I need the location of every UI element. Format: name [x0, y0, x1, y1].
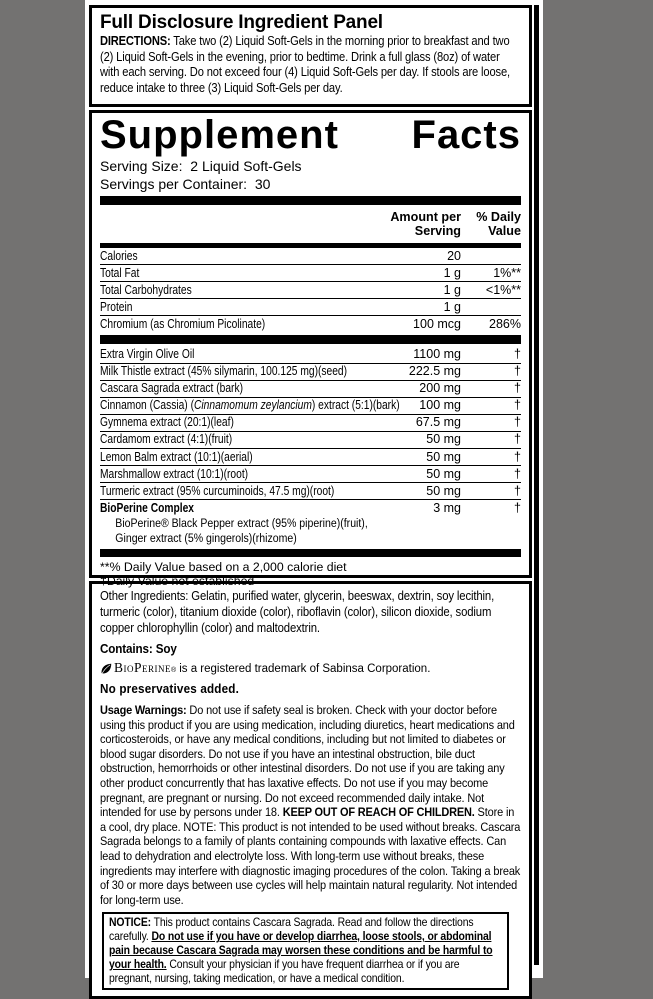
amount-header-line2: Serving [414, 224, 461, 238]
row-amount: 50 mg [426, 432, 461, 447]
other-ingredients-text: Other Ingredients: Gelatin, purified water, glycerin, beeswax, dextrin, soy lecithin, turmeric (color), titanium dioxide (color), riboflavin (color), silicon dioxide, sodium copper chlorophyllin (color) and maltodextrin. [100, 588, 495, 635]
row-amount: 50 mg [426, 466, 461, 481]
row-dv: † [514, 381, 521, 396]
divider-bar [100, 196, 521, 205]
row-total-fat [100, 264, 521, 281]
row-amount: 3 mg [433, 500, 461, 515]
row-name: Cascara Sagrada extract (bark) [100, 381, 244, 396]
row-name: Gymnema extract (20:1)(leaf) [100, 415, 234, 430]
directions-section [89, 5, 532, 107]
row-name: Chromium (as Chromium Picolinate) [100, 316, 266, 331]
servings-per-container [100, 176, 521, 194]
row-name: Extra Virgin Olive Oil [100, 346, 195, 361]
notice-warning-bold: Do not use if you have or develop diarrhea, loose stools, or abdominal pain because Cascara Sagrada may worsen these conditions and be harmful to your health. [109, 929, 493, 971]
label-edge-line [534, 5, 539, 965]
row-amount: 1 g [443, 299, 461, 314]
contains-text: Contains: Soy [100, 641, 177, 656]
directions-body: Take two (2) Liquid Soft-Gels in the morning prior to breakfast and two (2) Liquid Soft-Gels in the evening, prior to bedtime. Drink a full glass (8oz) of water with each serving. Do not exceed four (4) Liquid Soft-Gels per day. If stools are loose, reduce intake to three (3) Liquid Soft-Gels per day. [100, 34, 511, 95]
row-cascara-sagrada [100, 380, 521, 397]
row-cinnamon [100, 397, 521, 414]
row-amount: 1 g [443, 282, 461, 297]
notice-body-2: Consult your physician if you have frequent diarrhea or if you are pregnant, nursing, taking medication, or have a medical condition. [109, 956, 460, 985]
row-olive-oil [100, 346, 521, 362]
notice-body-1: This product contains Cascara Sagrada. Read and follow the directions carefully. [109, 915, 474, 944]
footnote-daily-value: **% Daily Value based on a 2,000 calorie diet [100, 559, 347, 574]
row-dv: 286% [489, 316, 521, 331]
row-name: Turmeric extract (95% curcuminoids, 47.5 mg)(root) [100, 483, 335, 498]
row-lemon-balm [100, 448, 521, 465]
row-dv: † [514, 415, 521, 430]
row-amount: 200 mg [419, 381, 461, 396]
row-dv: † [514, 449, 521, 464]
row-name-pre: Cinnamon (Cassia) ( [100, 398, 194, 413]
row-bioperine-sub1: BioPerine® Black Pepper extract (95% piperine)(fruit), [115, 516, 368, 531]
row-amount: 1100 mg [413, 346, 461, 361]
servings-label: Servings per Container: [100, 175, 248, 192]
row-name: Milk Thistle extract (45% silymarin, 100.125 mg)(seed) [100, 364, 348, 379]
row-name: Total Carbohydrates [100, 282, 192, 297]
row-name: Marshmallow extract (10:1)(root) [100, 466, 249, 481]
row-amount: 1 g [443, 265, 461, 280]
panel-title: Full Disclosure Ingredient Panel [100, 12, 383, 33]
label-panel [85, 0, 543, 985]
row-dv: † [514, 398, 521, 413]
notice-text [109, 916, 502, 985]
notice-box [102, 912, 509, 990]
row-calories [100, 248, 521, 264]
row-name: Protein [100, 299, 133, 314]
daily-value-header [461, 210, 521, 238]
bioperine-brand: BioPerine [114, 660, 172, 675]
row-dv: † [514, 364, 521, 379]
row-amount: 50 mg [426, 483, 461, 498]
warnings-body-2: Store in a cool, dry place. NOTE: This product is not intended to be used without breaks. Cascara Sagrada belongs to a family of plants containing compounds with laxative effects. Can lead to dehydration and electrolyte loss. With long-term use without breaks, these ingredients may interfere with diagnostic imaging procedures of the colon. Taking a break of 30 or more days between use cycles will help maintain natural regularity. Not intended for long-term use. [100, 805, 521, 907]
row-name-post: ) extract (5:1)(bark) [311, 398, 400, 413]
row-name: Cardamom extract (4:1)(fruit) [100, 432, 233, 447]
row-dv: † [514, 346, 521, 361]
servings-value: 30 [254, 175, 271, 192]
row-name: Total Fat [100, 265, 140, 280]
divider-bar [100, 335, 521, 344]
row-turmeric [100, 482, 521, 499]
row-amount: 20 [447, 248, 461, 263]
registered-mark: ® [171, 667, 177, 674]
trademark-line [100, 660, 521, 678]
row-amount: 50 mg [426, 449, 461, 464]
row-dv: † [514, 466, 521, 481]
row-dv: † [514, 483, 521, 498]
row-dv: <1%** [485, 282, 521, 297]
dv-header-line2: Value [488, 224, 521, 238]
amount-per-serving-header [390, 210, 461, 238]
row-name: BioPerine Complex [100, 500, 194, 515]
row-amount: 100 mg [419, 398, 461, 413]
row-bioperine-complex [100, 499, 521, 516]
amount-header-line1: Amount per [390, 210, 461, 224]
no-preservatives-text: No preservatives added. [100, 681, 240, 696]
row-total-carbohydrates [100, 281, 521, 298]
directions-text [100, 34, 521, 96]
trademark-statement: is a registered trademark of Sabinsa Corporation. [179, 663, 431, 675]
row-dv: † [514, 432, 521, 447]
row-gymnema [100, 414, 521, 431]
row-name: Lemon Balm extract (10:1)(aerial) [100, 449, 253, 464]
row-marshmallow [100, 465, 521, 482]
row-amount: 67.5 mg [415, 415, 461, 430]
leaf-icon [100, 663, 112, 675]
warnings-body-1: Do not use if safety seal is broken. Check with your doctor before using this product if you are using medication, including diuretics, heart medications and corticosteroids, or have any medical conditions, including but not limited to diabetes or blood sugar disorders. Do not use if you have an intestinal obstruction, bile duct obstruction, hemorrhoids or other intestinal disorders. Do not use if you are taking any other product concurrently that has laxative effects. Do not use if you may become pregnant, are pregnant or nursing. Do not exceed recommended daily intake. Not intended for use by persons under 18. [100, 703, 515, 820]
row-amount: 222.5 mg [408, 364, 461, 379]
notice-label: NOTICE: [109, 915, 151, 930]
row-protein [100, 298, 521, 315]
row-dv: 1%** [493, 265, 521, 280]
serving-size [100, 158, 521, 176]
divider-bar [100, 549, 521, 557]
supplement-facts-section [89, 110, 532, 589]
row-dv: † [514, 500, 521, 515]
warnings-keep-out: KEEP OUT OF REACH OF CHILDREN. [282, 805, 475, 820]
row-cardamom [100, 431, 521, 448]
directions-label: DIRECTIONS: [100, 34, 171, 48]
row-name: Calories [100, 248, 138, 263]
dv-header-line1: % Daily [476, 210, 521, 224]
row-name [100, 398, 400, 413]
usage-warnings-text [100, 703, 521, 907]
serving-size-value: 2 Liquid Soft-Gels [190, 158, 302, 174]
row-bioperine-sub2: Ginger extract (5% gingerols)(rhizome) [115, 531, 297, 545]
usage-warnings-label: Usage Warnings: [100, 703, 187, 717]
row-chromium [100, 315, 521, 332]
row-amount: 100 mcg [413, 316, 461, 331]
row-name-latin: Cinnamomum zeylancium [193, 398, 312, 413]
footnote-dagger: †Daily Value not established [100, 574, 255, 589]
table-header [100, 207, 521, 241]
info-section [89, 581, 532, 999]
serving-size-label: Serving Size: [100, 158, 183, 174]
row-milk-thistle [100, 363, 521, 380]
supplement-facts-title: Supplement Facts [100, 113, 521, 157]
